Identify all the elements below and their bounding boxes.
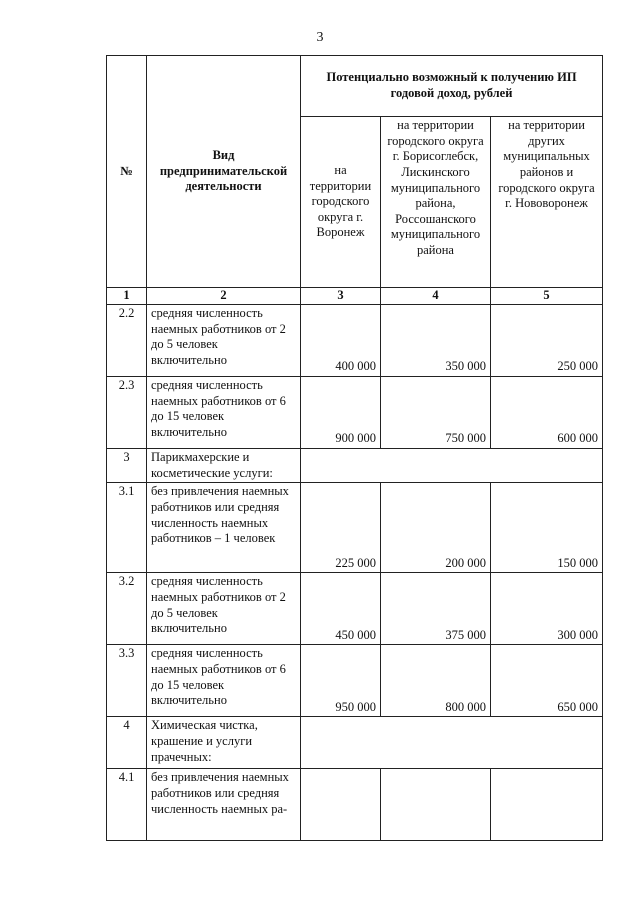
table-row [107, 305, 603, 377]
income-borisoglebsk: 800 000 [381, 645, 491, 717]
row-description: средняя численность наемных работников от 2 до 5 человек включительно [147, 305, 301, 377]
row-number: 2.2 [107, 305, 147, 377]
row-number: 4.1 [107, 769, 147, 841]
column-number: 3 [301, 288, 381, 305]
section-row [107, 717, 603, 769]
row-description: без привлечения наемных работников или средняя численность наемных работников – 1 человек [147, 483, 301, 573]
row-description: средняя численность наемных работников от 2 до 5 человек включительно [147, 573, 301, 645]
table-row [107, 377, 603, 449]
column-number: 2 [147, 288, 301, 305]
row-description: без привлечения наемных работников или средняя численность наемных ра- [147, 769, 301, 841]
income-borisoglebsk: 750 000 [381, 377, 491, 449]
header-no-label: № [120, 163, 133, 178]
table-row [107, 573, 603, 645]
row-number: 3.2 [107, 573, 147, 645]
income-other: 650 000 [491, 645, 603, 717]
header-no [107, 56, 147, 288]
section-empty-cell [301, 449, 603, 483]
column-number: 5 [491, 288, 603, 305]
header-activity-type [147, 56, 301, 288]
row-number: 4 [107, 717, 147, 769]
row-description: средняя численность наемных работников от 6 до 15 человек включительно [147, 645, 301, 717]
income-other: 250 000 [491, 305, 603, 377]
row-number: 3 [107, 449, 147, 483]
income-other [491, 769, 603, 841]
header-voronezh: на территории городского округа г. Воронеж [301, 117, 381, 288]
row-number: 3.1 [107, 483, 147, 573]
column-number: 1 [107, 288, 147, 305]
header-other-districts: на территории других муниципальных районов и городского округа г. Нововоронеж [491, 117, 603, 288]
column-number-row [107, 288, 603, 305]
table-row [107, 483, 603, 573]
row-description: Химическая чистка, крашение и услуги прачечных: [147, 717, 301, 769]
table-row [107, 769, 603, 841]
income-borisoglebsk [381, 769, 491, 841]
income-borisoglebsk: 350 000 [381, 305, 491, 377]
row-number: 2.3 [107, 377, 147, 449]
header-borisoglebsk: на территории городского округа г. Борисоглебск, Лискинского муниципального района, Россошанского муниципального района [381, 117, 491, 288]
header-row-1 [107, 56, 603, 117]
row-description: средняя численность наемных работников от 6 до 15 человек включительно [147, 377, 301, 449]
row-description: Парикмахерские и косметические услуги: [147, 449, 301, 483]
table-row [107, 645, 603, 717]
header-activity-type-label: Вид предпринимательской деятельности [159, 148, 288, 194]
page-number: 3 [316, 30, 324, 45]
income-other: 300 000 [491, 573, 603, 645]
income-voronezh: 900 000 [301, 377, 381, 449]
section-empty-cell [301, 717, 603, 769]
income-table [106, 55, 603, 841]
column-number: 4 [381, 288, 491, 305]
row-number: 3.3 [107, 645, 147, 717]
income-voronezh: 225 000 [301, 483, 381, 573]
header-income-group: Потенциально возможный к получению ИП годовой доход, рублей [301, 56, 603, 117]
income-other: 600 000 [491, 377, 603, 449]
section-row [107, 449, 603, 483]
income-voronezh: 450 000 [301, 573, 381, 645]
income-voronezh: 400 000 [301, 305, 381, 377]
income-voronezh: 950 000 [301, 645, 381, 717]
income-voronezh [301, 769, 381, 841]
income-borisoglebsk: 200 000 [381, 483, 491, 573]
income-other: 150 000 [491, 483, 603, 573]
income-borisoglebsk: 375 000 [381, 573, 491, 645]
